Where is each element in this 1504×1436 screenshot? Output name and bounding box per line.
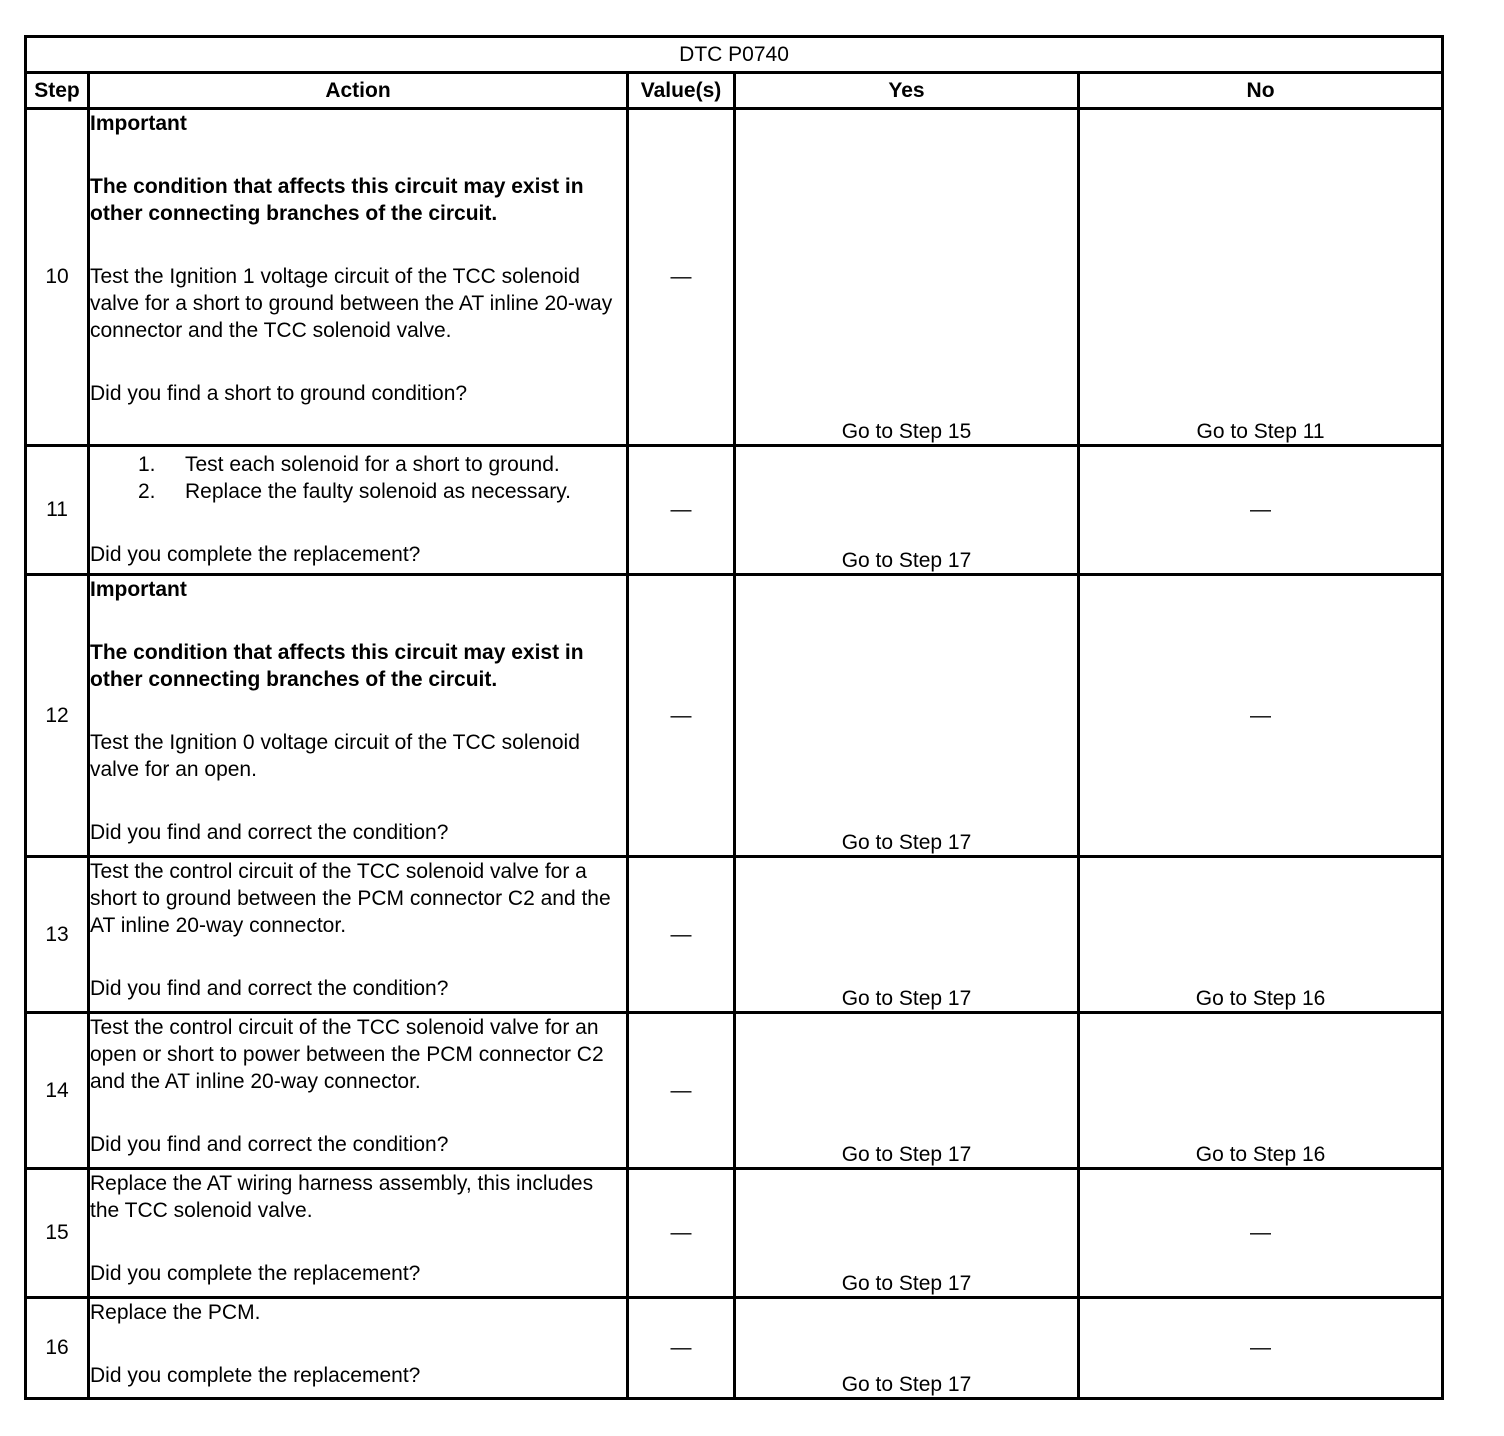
header-yes: Yes: [735, 73, 1079, 109]
action-cell: [89, 575, 628, 857]
list-item: [138, 478, 626, 505]
header-step: Step: [26, 73, 89, 109]
table-row: [26, 446, 1443, 575]
yes-cell: Go to Step 15: [735, 109, 1079, 446]
question-text: Did you find and correct the condition?: [90, 977, 449, 1000]
question-text: Did you find and correct the condition?: [90, 821, 449, 844]
table-row: [26, 1169, 1443, 1298]
yes-cell: Go to Step 17: [735, 1169, 1079, 1298]
action-list: [90, 451, 626, 505]
important-label: Important: [90, 578, 187, 601]
table-row: [26, 575, 1443, 857]
warning-text: The condition that affects this circuit may exist in other connecting branches of the circuit.: [90, 641, 584, 691]
action-text: Test the Ignition 0 voltage circuit of the TCC solenoid valve for an open.: [90, 731, 580, 781]
step-number: 14: [26, 1013, 89, 1169]
header-no: No: [1079, 73, 1443, 109]
header-values: Value(s): [628, 73, 735, 109]
yes-cell: Go to Step 17: [735, 575, 1079, 857]
yes-cell: Go to Step 17: [735, 1013, 1079, 1169]
no-cell: —: [1079, 1298, 1443, 1399]
yes-cell: Go to Step 17: [735, 857, 1079, 1013]
list-item-text: Replace the faulty solenoid as necessary.: [185, 480, 571, 503]
question-text: Did you find and correct the condition?: [90, 1133, 449, 1156]
no-cell: —: [1079, 446, 1443, 575]
values-cell: —: [628, 575, 735, 857]
action-cell: [89, 1298, 628, 1399]
action-cell: [89, 1013, 628, 1169]
list-item-number: 2.: [138, 480, 156, 503]
header-action: Action: [89, 73, 628, 109]
no-cell: Go to Step 16: [1079, 857, 1443, 1013]
action-text: Replace the PCM.: [90, 1301, 261, 1324]
yes-cell: Go to Step 17: [735, 1298, 1079, 1399]
question-text: Did you complete the replacement?: [90, 543, 421, 566]
action-cell: [89, 446, 628, 575]
important-label: Important: [90, 112, 187, 135]
action-text: Replace the AT wiring harness assembly, this includes the TCC solenoid valve.: [90, 1172, 594, 1222]
question-text: Did you complete the replacement?: [90, 1262, 421, 1285]
values-cell: —: [628, 1013, 735, 1169]
list-item-number: 1.: [138, 453, 156, 476]
table-row: [26, 857, 1443, 1013]
step-number: 10: [26, 109, 89, 446]
table-title: DTC P0740: [26, 37, 1443, 73]
list-item: [138, 451, 626, 478]
table-row: [26, 1013, 1443, 1169]
step-number: 15: [26, 1169, 89, 1298]
yes-cell: Go to Step 17: [735, 446, 1079, 575]
step-number: 16: [26, 1298, 89, 1399]
action-cell: [89, 109, 628, 446]
values-cell: —: [628, 109, 735, 446]
step-number: 12: [26, 575, 89, 857]
table-row: [26, 109, 1443, 446]
step-number: 11: [26, 446, 89, 575]
header-row: [26, 73, 1443, 109]
no-cell: —: [1079, 575, 1443, 857]
step-number: 13: [26, 857, 89, 1013]
action-text: Test the Ignition 1 voltage circuit of the TCC solenoid valve for a short to ground between the AT inline 20-way connector and the TCC solenoid valve.: [90, 265, 613, 342]
table-row: [26, 1298, 1443, 1399]
warning-text: The condition that affects this circuit may exist in other connecting branches of the circuit.: [90, 175, 584, 225]
title-row: [26, 37, 1443, 73]
values-cell: —: [628, 1298, 735, 1399]
action-cell: [89, 857, 628, 1013]
action-text: Test the control circuit of the TCC solenoid valve for an open or short to power between the PCM connector C2 and the AT inline 20-way connector.: [90, 1016, 604, 1093]
action-text: Test the control circuit of the TCC solenoid valve for a short to ground between the PCM connector C2 and the AT inline 20-way connector.: [90, 860, 611, 937]
values-cell: —: [628, 857, 735, 1013]
list-item-text: Test each solenoid for a short to ground.: [185, 453, 560, 476]
values-cell: —: [628, 1169, 735, 1298]
dtc-table: [24, 35, 1444, 1400]
question-text: Did you complete the replacement?: [90, 1364, 421, 1387]
question-text: Did you find a short to ground condition?: [90, 382, 468, 405]
action-cell: [89, 1169, 628, 1298]
values-cell: —: [628, 446, 735, 575]
no-cell: Go to Step 16: [1079, 1013, 1443, 1169]
no-cell: Go to Step 11: [1079, 109, 1443, 446]
no-cell: —: [1079, 1169, 1443, 1298]
